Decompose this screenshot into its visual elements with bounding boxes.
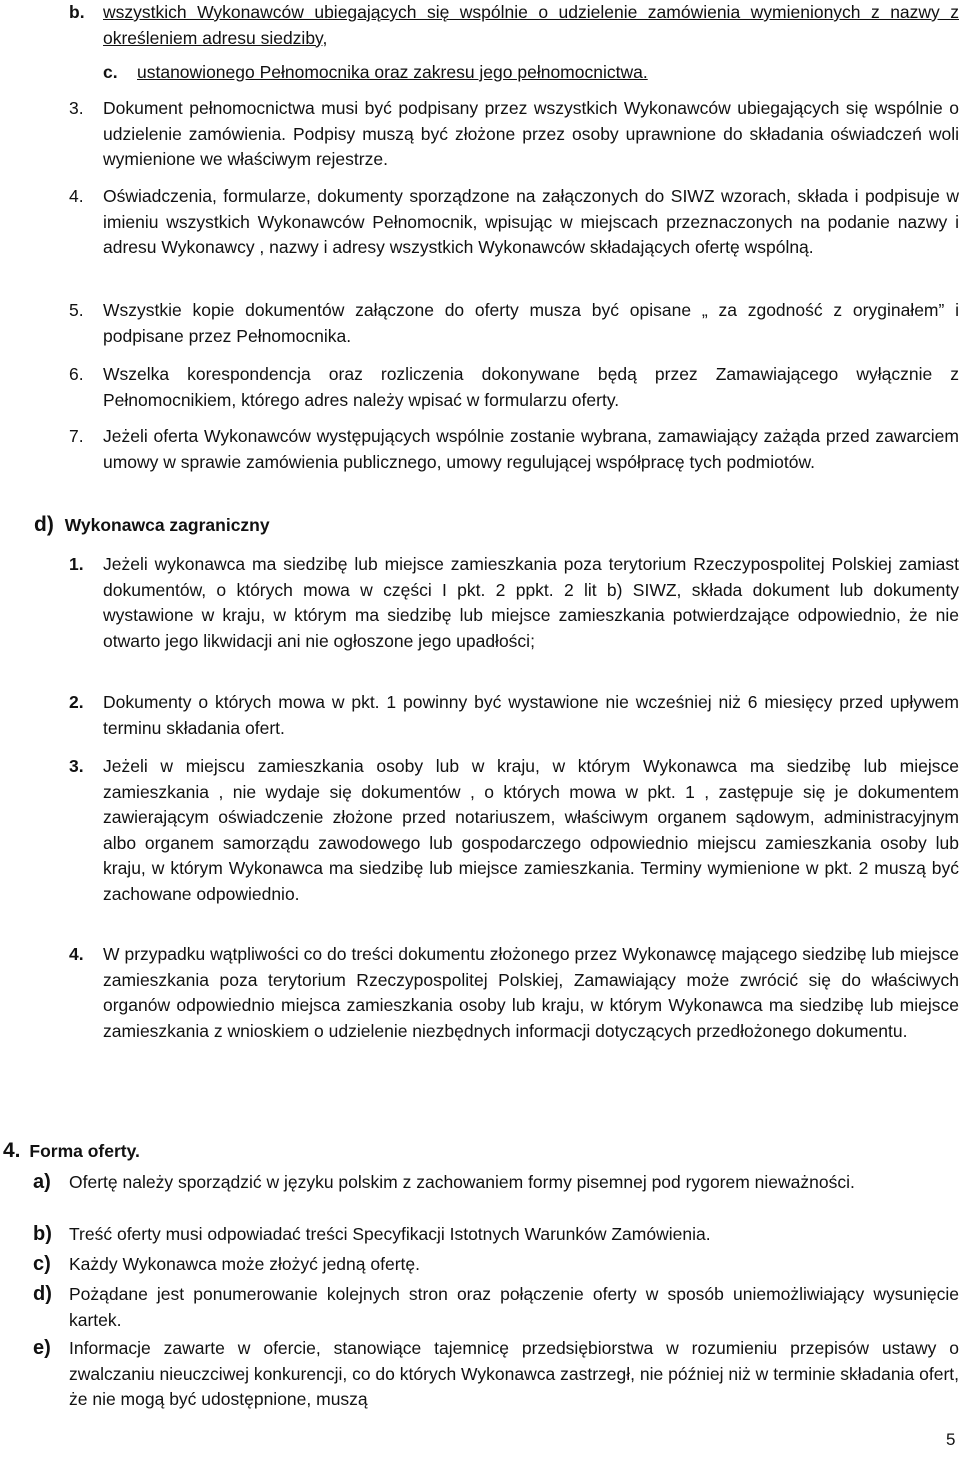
section-d-title: Wykonawca zagraniczny xyxy=(64,515,270,535)
list-item-number: 4. xyxy=(69,186,84,206)
item-b-text: wszystkich Wykonawców ubiegających się wspólnie o udzielenie zamówienia wymienionych z nazwy z określeniem adresu siedziby, xyxy=(103,2,959,48)
list-item xyxy=(33,1336,959,1413)
list-item-number: 2. xyxy=(69,692,84,712)
list-item-number: 3. xyxy=(69,756,84,776)
list-item-number: 4. xyxy=(69,944,84,964)
list-item-number: 3. xyxy=(69,98,84,118)
list-item-letter: c) xyxy=(33,1253,51,1275)
section-d-letter: d) xyxy=(34,513,54,536)
page-number: 5 xyxy=(946,1430,956,1449)
list-item-text: Informacje zawarte w ofercie, stanowiące tajemnicę przedsiębiorstwa w rozumieniu przepisów ustawy o zwalczaniu nieuczciwej konkurencji, co do których Wykonawca zastrzegł, nie później niż w terminie składania ofert, że nie mogą być udostępnione, muszą xyxy=(69,1338,959,1410)
list-item-text: Każdy Wykonawca może złożyć jedną ofertę. xyxy=(69,1254,420,1274)
list-item-text: Oświadczenia, formularze, dokumenty sporządzone na załączonych do SIWZ wzorach, składa i podpisuje w imieniu wszystkich Wykonawców Pełnomocnik, wpisując w miejscach przeznaczonych na podanie nazwy i adresu Wykonawcy , nazwy i adresy wszystkich Wykonawców składających ofertę wspólną. xyxy=(103,186,959,258)
list-item-number: 5. xyxy=(69,300,84,320)
section-4-number: 4. xyxy=(3,1139,21,1162)
item-c-label: c. xyxy=(103,62,118,82)
list-item xyxy=(33,1252,959,1278)
list-item-text: Jeżeli wykonawca ma siedzibę lub miejsce zamieszkania poza terytorium Rzeczypospolitej Polskiej zamiast dokumentów, o których mowa w części I pkt. 2 ppkt. 2 lit b) SIWZ, składa dokument lub dokumenty wystawione w kraju, w którym ma siedzibę lub miejsce zamieszkania potwierdzające odpowiednio, że nie otwarto jego likwidacji ani nie ogłoszone jego upadłości; xyxy=(103,554,959,651)
list-item xyxy=(69,424,959,475)
list-item-number: 7. xyxy=(69,426,84,446)
list-item xyxy=(69,298,959,349)
list-item-text: Dokumenty o których mowa w pkt. 1 powinny być wystawione nie wcześniej niż 6 miesięcy przed upływem terminu składania ofert. xyxy=(103,692,959,738)
section-d-heading xyxy=(34,512,270,539)
list-item-text: Treść oferty musi odpowiadać treści Specyfikacji Istotnych Warunków Zamówienia. xyxy=(69,1224,711,1244)
list-item xyxy=(69,96,959,173)
list-item-text: Ofertę należy sporządzić w języku polskim z zachowaniem formy pisemnej pod rygorem nieważności. xyxy=(69,1172,855,1192)
list-item-number: 6. xyxy=(69,364,84,384)
list-item-number: 1. xyxy=(69,554,84,574)
list-item-text: Jeżeli oferta Wykonawców występujących wspólnie zostanie wybrana, zamawiający zażąda przed zawarciem umowy w sprawie zamówienia publicznego, umowy regulującej współpracę tych podmiotów. xyxy=(103,426,959,472)
item-c xyxy=(103,60,959,86)
list-item-letter: e) xyxy=(33,1337,51,1359)
list-item-letter: b) xyxy=(33,1223,52,1245)
list-item-letter: a) xyxy=(33,1171,51,1193)
list-item-text: Pożądane jest ponumerowanie kolejnych stron oraz połączenie oferty w sposób uniemożliwiający wysunięcie kartek. xyxy=(69,1284,959,1330)
section-4-title: Forma oferty. xyxy=(29,1141,140,1161)
item-c-text: ustanowionego Pełnomocnika oraz zakresu jego pełnomocnictwa. xyxy=(137,62,648,82)
list-item-text: Jeżeli w miejscu zamieszkania osoby lub w kraju, w którym Wykonawca ma siedzibę lub miejsce zamieszkania , nie wydaje się dokumentów , o których mowa w pkt. 1 , zastępuje się je dokumentem zawierającym oświadczenie złożone przed notariuszem, właściwym organem sądowym, administracyjnym albo organem samorządu zawodowego lub gospodarczego odpowiednio miejscu zamieszkania osoby lub kraju, w którym Wykonawca ma siedzibę lub miejsce zamieszkania. Terminy wymienione w pkt. 2 muszą być zachowane odpowiednio. xyxy=(103,756,959,904)
list-item xyxy=(69,942,959,1044)
list-item xyxy=(69,754,959,908)
list-item xyxy=(33,1170,959,1196)
list-item xyxy=(69,362,959,413)
list-item xyxy=(69,184,959,261)
item-b-label: b. xyxy=(69,2,85,22)
list-item xyxy=(33,1282,959,1333)
item-b xyxy=(69,0,959,51)
list-item-text: Dokument pełnomocnictwa musi być podpisany przez wszystkich Wykonawców ubiegających się wspólnie o udzielenie zamówienia. Podpisy muszą być złożone przez osoby uprawnione do składania oświadczeń woli wymienione we właściwym rejestrze. xyxy=(103,98,959,170)
list-item xyxy=(69,552,959,654)
list-item xyxy=(33,1222,959,1248)
list-item xyxy=(69,690,959,741)
list-item-text: Wszelka korespondencja oraz rozliczenia dokonywane będą przez Zamawiającego wyłącznie z Pełnomocnikiem, którego adres należy wpisać w formularzu oferty. xyxy=(103,364,959,410)
list-item-text: Wszystkie kopie dokumentów załączone do oferty musza być opisane „ za zgodność z oryginałem” i podpisane przez Pełnomocnika. xyxy=(103,300,959,346)
section-4-heading xyxy=(3,1138,140,1165)
list-item-letter: d) xyxy=(33,1283,52,1305)
list-item-text: W przypadku wątpliwości co do treści dokumentu złożonego przez Wykonawcę mającego siedzibę lub miejsce zamieszkania poza terytorium Rzeczypospolitej Polskiej, Zamawiający może zwrócić się do właściwych organów odpowiednio miejsca zamieszkania osoby lub kraju, w którym Wykonawca ma siedzibę lub miejsce zamieszkania z wnioskiem o udzielenie niezbędnych informacji dotyczących przedłożonego dokumentu. xyxy=(103,944,959,1041)
